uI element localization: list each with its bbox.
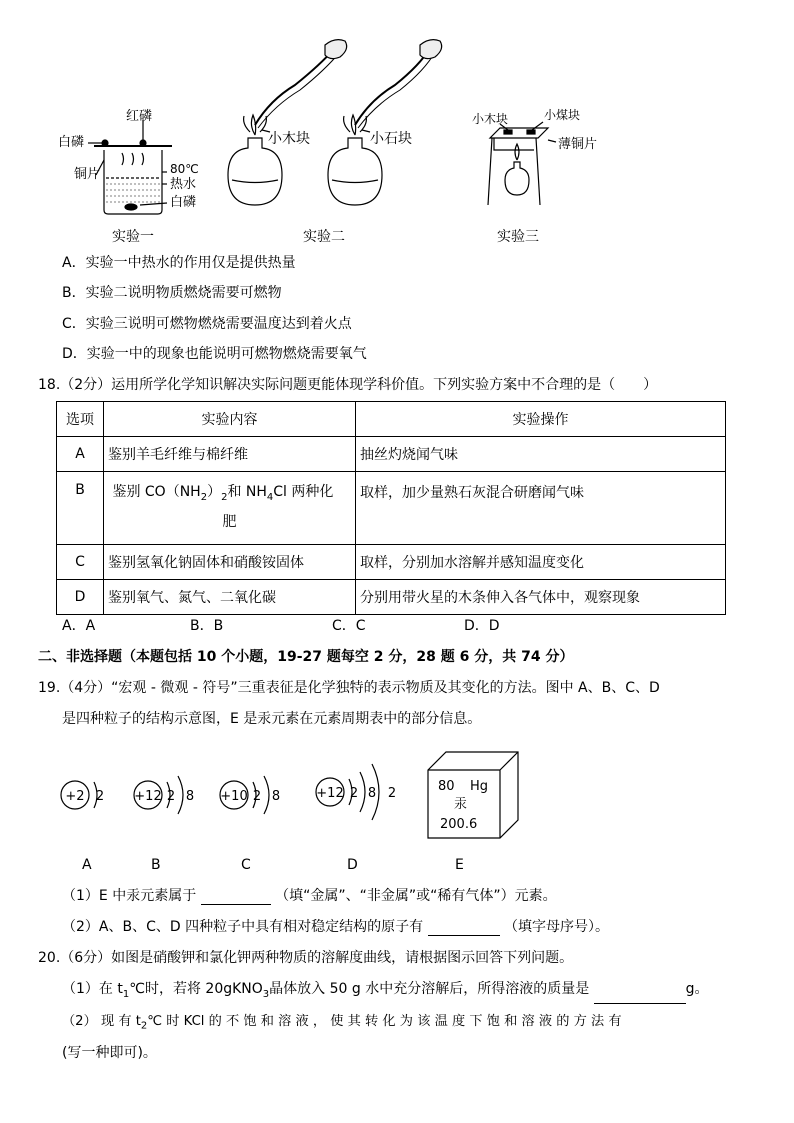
q17-option-a: A．实验一中热水的作用仅是提供热量 <box>62 255 296 271</box>
q17-option-c: C．实验三说明可燃物燃烧需要温度达到着火点 <box>62 316 352 332</box>
table-row <box>57 545 726 580</box>
row-operation: 抽丝灼烧闻气味 <box>356 437 726 472</box>
q19-sub1: （1）E 中汞元素属于 （填“金属”、“非金属”或“稀有气体”）元素。 <box>62 888 557 904</box>
exp3-coal-label: 小煤块 <box>544 108 581 122</box>
exp1-temp-label: 80℃ <box>170 162 199 176</box>
element-mass: 200.6 <box>440 817 478 832</box>
atom-b-label: B <box>151 857 161 873</box>
atom-a-nucleus-charge: +2 <box>65 789 85 804</box>
atom-c-label: C <box>241 857 251 873</box>
atom-d-label: D <box>347 857 358 873</box>
exp1-beaker <box>88 120 172 214</box>
atom-d-shell-2: 8 <box>367 786 377 801</box>
exp3-copper-label: 薄铜片 <box>558 137 598 152</box>
atom-c-shell-2: 8 <box>271 789 281 804</box>
table-header-row <box>57 402 726 437</box>
q18-choice-a: A．A <box>62 618 96 634</box>
row-operation: 取样，加少量熟石灰混合研磨闻气味 <box>356 472 726 545</box>
row-operation: 分别用带火星的木条伸入各气体中，观察现象 <box>356 580 726 615</box>
atom-b-shell-1: 2 <box>166 789 176 804</box>
q17-option-d: D．实验一中的现象也能说明可燃物燃烧需要氧气 <box>62 346 367 362</box>
row-option: B <box>57 472 104 545</box>
exp1-copper-label: 铜片 <box>74 167 101 182</box>
element-name: 汞 <box>454 797 468 812</box>
atom-d-nucleus-charge: +12 <box>316 786 344 801</box>
element-symbol: Hg <box>470 779 489 794</box>
row-content: 鉴别氢氧化钠固体和硝酸铵固体 <box>104 545 356 580</box>
atom-a-label: A <box>82 857 92 873</box>
q17-option-b: B．实验二说明物质燃烧需要可燃物 <box>62 285 282 301</box>
atom-a-shell-1: 2 <box>95 789 105 804</box>
exp3-wood-label: 小木块 <box>472 112 509 126</box>
q20-stem: 20.（6分）如图是硝酸钾和氯化钾两种物质的溶解度曲线，请根据图示回答下列问题。 <box>38 950 574 966</box>
exp1-white-phosphorus-label: 白磷 <box>58 135 85 150</box>
q18-stem: 18.（2分）运用所学化学知识解决实际问题更能体现学科价值。下列实验方案中不合理的是（ ） <box>38 377 658 393</box>
exp2-wood-label: 小木块 <box>268 131 310 147</box>
q19-stem-line2: 是四种粒子的结构示意图，E 是汞元素在元素周期表中的部分信息。 <box>62 711 482 727</box>
table-row <box>57 472 726 545</box>
element-box-mercury <box>426 750 522 842</box>
table-header-content: 实验内容 <box>104 402 356 437</box>
q18-choice-d: D．D <box>464 618 500 634</box>
q18-choice-b: B．B <box>190 618 224 634</box>
exp1-red-phosphorus-label: 红磷 <box>126 109 153 124</box>
row-operation: 取样，分别加水溶解并感知温度变化 <box>356 545 726 580</box>
section-2-heading: 二、非选择题（本题包括 10 个小题，19-27 题每空 2 分，28 题 6 分，共 74 分） <box>38 649 574 665</box>
exp1-white-phosphorus2-label: 白磷 <box>170 195 197 210</box>
table-row <box>57 580 726 615</box>
element-number: 80 <box>438 779 455 794</box>
exp1-caption: 实验一 <box>112 229 154 245</box>
row-content: 鉴别氧气、氮气、二氧化碳 <box>104 580 356 615</box>
q19-sub2-blank[interactable] <box>428 935 500 936</box>
exp2-stone-label: 小石块 <box>370 131 412 147</box>
atom-d-shell-3: 2 <box>387 786 397 801</box>
table-header-option: 选项 <box>57 402 104 437</box>
exp3-caption: 实验三 <box>497 229 539 245</box>
row-option: C <box>57 545 104 580</box>
table-header-operation: 实验操作 <box>356 402 726 437</box>
q20-sub2-line2: (写一种即可)。 <box>62 1045 157 1061</box>
q19-stem-line1: 19.（4分）“宏观 - 微观 - 符号”三重表征是化学独特的表示物质及其变化的方法。图中 A、B、C、D <box>38 680 660 696</box>
row-option: D <box>57 580 104 615</box>
q18-choice-c: C．C <box>332 618 366 634</box>
experiment-figure <box>0 0 794 250</box>
atom-b-nucleus-charge: +12 <box>134 789 162 804</box>
exp3-apparatus <box>488 122 556 205</box>
q19-sub2: （2）A、B、C、D 四种粒子中具有相对稳定结构的原子有 （填字母序号）。 <box>62 919 609 935</box>
table-row <box>57 437 726 472</box>
q18-table <box>56 401 726 615</box>
exp2-apparatus <box>228 40 442 205</box>
atom-b-shell-2: 8 <box>185 789 195 804</box>
atom-c-shell-1: 2 <box>252 789 262 804</box>
exp2-caption: 实验二 <box>303 229 345 245</box>
row-option: A <box>57 437 104 472</box>
atom-d-shell-1: 2 <box>349 786 359 801</box>
row-content: 鉴别 $CO(NH_2)_2$和 $NH_4Cl$ 两种化 肥 <box>104 472 356 545</box>
q19-sub1-blank[interactable] <box>201 904 271 905</box>
atom-c-nucleus-charge: +10 <box>220 789 248 804</box>
element-e-label: E <box>455 857 464 873</box>
exp1-hot-water-label: 热水 <box>170 177 197 192</box>
q20-sub1-blank[interactable] <box>594 1003 686 1004</box>
row-content: 鉴别羊毛纤维与棉纤维 <box>104 437 356 472</box>
q20-sub1: （1）在 $t_1℃$时，若将 20gKNO$_3$晶体放入 50 g 水中充分溶解后，所得溶液的质量是 g。 <box>62 980 709 1004</box>
q20-sub2-line1: （2） 现 有 $t_2℃$ 时 KCl 的 不 饱 和 溶 液 ， 使 其 转 化 为 该 温 度 下 饱 和 溶 液 的 方 法 有 <box>62 1014 622 1032</box>
